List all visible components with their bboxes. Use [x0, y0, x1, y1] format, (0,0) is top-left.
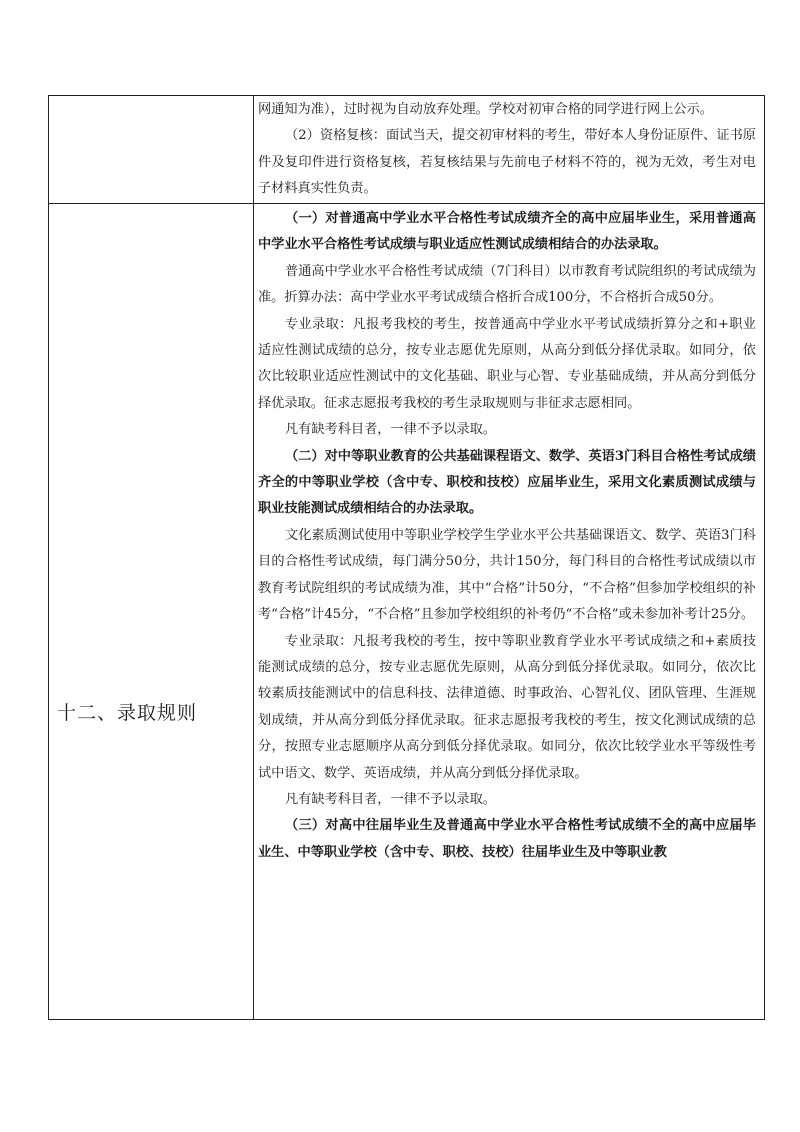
- row-content-cell-admission: [254, 204, 764, 1019]
- section-heading-2: （二）对中等职业教育的公共基础课程语文、数学、英语3门科目合格性考试成绩齐全的中等职业学校（含中专、职校和技校）应届毕业生，采用文化素质测试成绩与职业技能测试成绩相结合的办法录取。: [258, 448, 756, 517]
- row-content-cell: [254, 96, 764, 203]
- paragraph-absence-rule-2: 凡有缺考科目者，一律不予以录取。: [285, 791, 496, 807]
- table-row-qualification-review: [49, 96, 764, 204]
- row-label-cell: [49, 204, 254, 1019]
- paragraph-online-notice: 网通知为准），过时视为自动放弃处理。学校对初审合格的同学进行网上公示。: [258, 102, 713, 117]
- paragraph-major-admission-2: 专业录取：凡报考我校的考生，按中等职业教育学业水平考试成绩之和+素质技能测试成绩的总分，按专业志愿优先原则，从高分到低分择优录取。如同分，依次比较素质技能测试中的信息科技、法律道德、时事政治、心智礼仪、团队管理、生涯规划成绩，并从高分到低分择优录取。征求志愿报考我校的考生，按文化测试成绩的总分，按照专业志愿顺序从高分到低分择优录取。如同分，依次比较学业水平等级性考试中语文、数学、英语成绩，并从高分到低分择优录取。: [258, 633, 756, 781]
- paragraph-score-conversion: 普通高中学业水平合格性考试成绩（7门科目）以市教育考试院组织的考试成绩为准。折算办法：高中学业水平考试成绩合格折合成100分，不合格折合成50分。: [258, 263, 756, 306]
- section-heading-1: （一）对普通高中学业水平合格性考试成绩齐全的高中应届毕业生，采用普通高中学业水平合格性考试成绩与职业适应性测试成绩相结合的办法录取。: [258, 211, 756, 253]
- requirements-table: [48, 95, 765, 1020]
- row-label-admission-rules: 十二、录取规则: [57, 702, 198, 724]
- paragraph-qualification-recheck: （2）资格复核：面试当天，提交初审材料的考生，带好本人身份证原件、证书原件及复印件进行资格复核，若复核结果与先前电子材料不符的，视为无效，考生对电子材料真实性负责。: [258, 128, 756, 197]
- paragraph-absence-rule-1: 凡有缺考科目者，一律不予以录取。: [285, 422, 496, 438]
- row-label-cell-empty: [49, 96, 254, 203]
- table-row-admission-rules: [49, 204, 764, 1019]
- paragraph-culture-test: 文化素质测试使用中等职业学校学生学业水平公共基础课语文、数学、英语3门科目的合格性考试成绩，每门满分50分，共计150分，每门科目的合格性考试成绩以市教育考试院组织的考试成绩为准，其中“合格”计50分，“不合格”但参加学校组织的补考“合格”计45分，“不合格”且参加学校组织的补考仍“不合格”或未参加补考计25分。: [258, 527, 756, 623]
- section-heading-3: （三）对高中往届毕业生及普通高中学业水平合格性考试成绩不全的高中应届毕业生、中等职业学校（含中专、职校、技校）往届毕业生及中等职业教: [258, 818, 756, 860]
- paragraph-major-admission-1: 专业录取：凡报考我校的考生，按普通高中学业水平考试成绩折算分之和+职业适应性测试成绩的总分，按专业志愿优先原则，从高分到低分择优录取。如同分，依次比较职业适应性测试中的文化基础、职业与心智、专业基础成绩，并从高分到低分择优录取。征求志愿报考我校的考生录取规则与非征求志愿相同。: [258, 316, 756, 411]
